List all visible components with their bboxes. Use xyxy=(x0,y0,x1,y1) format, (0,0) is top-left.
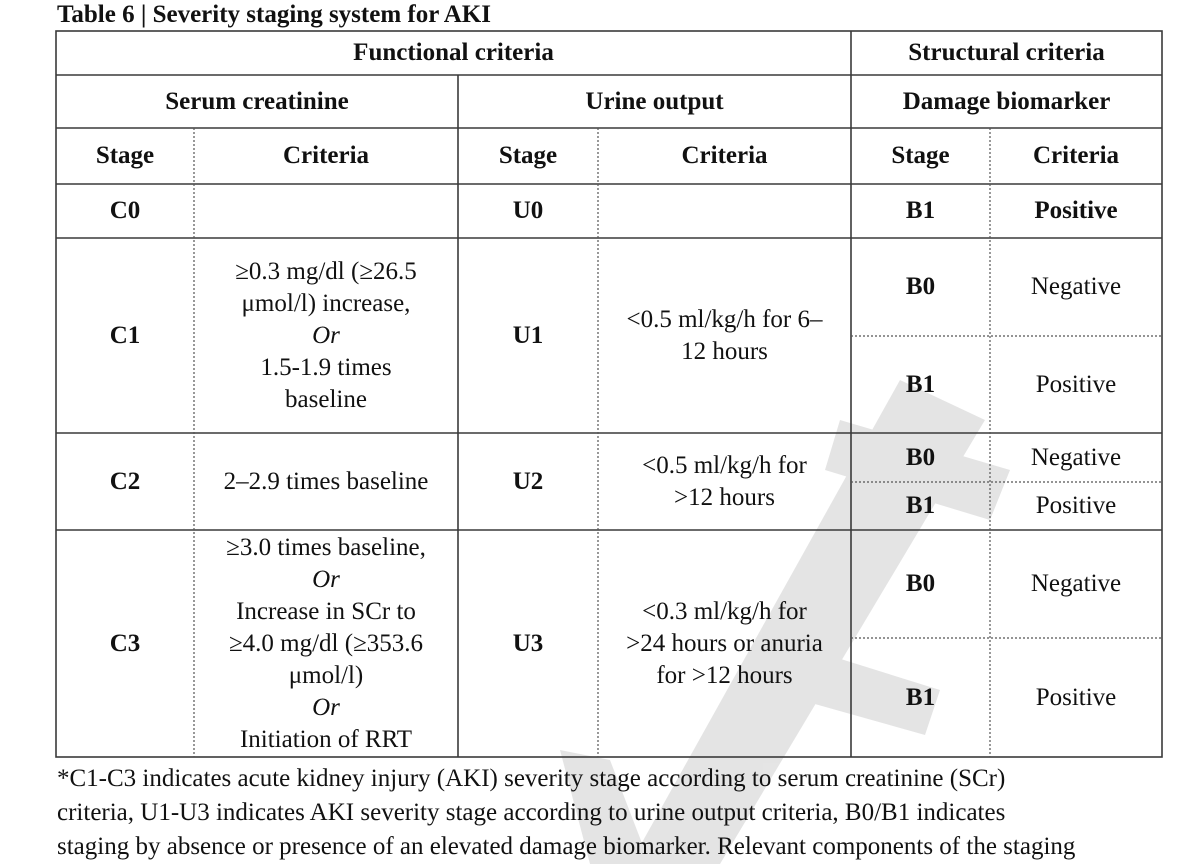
footnote-line: *C1-C3 indicates acute kidney injury (AKI) severity stage according to serum creatinine (SCr) xyxy=(57,765,1006,792)
criteria-line: Initiation of RRT xyxy=(239,725,413,753)
row-c2-uo-criteria xyxy=(598,433,851,530)
criteria-or: Or xyxy=(312,321,340,349)
row-c2-uo-stage: U2 xyxy=(512,467,544,495)
row-c0-scr-criteria xyxy=(194,184,458,238)
criteria-line: 12 hours xyxy=(681,337,768,365)
col-header-bio-criteria: Criteria xyxy=(1032,142,1120,169)
criteria-or: Or xyxy=(312,565,340,593)
col-header-bio-stage: Stage xyxy=(891,142,950,169)
table-caption: Table 6 | Severity staging system for AKI xyxy=(57,1,491,28)
criteria-line: >12 hours xyxy=(674,483,775,511)
criteria-or: Or xyxy=(312,693,340,721)
header-functional-criteria: Functional criteria xyxy=(353,39,554,66)
row-c1-bio-stage-b1: B1 xyxy=(905,370,936,398)
table-footnote xyxy=(57,762,1200,864)
col-header-scr-stage: Stage xyxy=(95,142,155,169)
header-urine-output: Urine output xyxy=(585,87,724,115)
criteria-line: μmol/l) increase, xyxy=(241,289,411,317)
col-header-scr-criteria: Criteria xyxy=(282,142,370,169)
criteria-line: >24 hours or anuria xyxy=(626,629,823,657)
row-c2-bio-stage-b0: B0 xyxy=(905,443,936,471)
row-c0-uo-criteria xyxy=(598,184,851,238)
row-c0-bio-stage: B1 xyxy=(905,197,936,224)
row-c2-scr-stage: C2 xyxy=(109,467,141,495)
row-c1-uo-criteria xyxy=(598,238,851,433)
row-c0-bio-criteria: Positive xyxy=(1034,197,1118,224)
row-c1-bio-stage-b0: B0 xyxy=(905,273,936,300)
row-c3-uo-criteria xyxy=(598,530,851,757)
criteria-line: <0.5 ml/kg/h for xyxy=(642,451,807,479)
criteria-line: ≥3.0 times baseline, xyxy=(226,533,426,561)
footnote-line: criteria, U1-U3 indicates AKI severity stage according to urine output criteria, B0/B1 indicates xyxy=(57,799,1006,826)
col-header-uo-criteria: Criteria xyxy=(681,142,768,169)
criteria-line: ≥0.3 mg/dl (≥26.5 xyxy=(235,257,417,285)
row-c2-bio-criteria-b0: Negative xyxy=(1030,443,1122,471)
criteria-line: <0.5 ml/kg/h for 6– xyxy=(626,305,823,333)
footnote-line: staging by absence or presence of an elevated damage biomarker. Relevant components of the staging xyxy=(57,833,1076,860)
row-c3-scr-stage: C3 xyxy=(109,629,141,657)
col-header-uo-stage: Stage xyxy=(498,142,558,169)
row-c3-bio-criteria-b0: Negative xyxy=(1030,570,1122,597)
row-c1-bio-criteria-b0: Negative xyxy=(1030,273,1122,300)
row-c3-scr-criteria xyxy=(194,530,458,757)
row-c1-uo-stage: U1 xyxy=(512,321,544,349)
row-c2-scr-criteria: 2–2.9 times baseline xyxy=(223,467,429,495)
criteria-line: for >12 hours xyxy=(656,661,793,689)
row-c3-bio-stage-b1: B1 xyxy=(905,683,936,711)
row-c3-uo-stage: U3 xyxy=(512,629,544,657)
row-c1-scr-criteria xyxy=(194,238,458,433)
criteria-line: μmol/l) xyxy=(288,661,364,689)
header-damage-biomarker: Damage biomarker xyxy=(902,87,1111,115)
row-c3-bio-stage-b0: B0 xyxy=(905,570,936,597)
row-c2-bio-criteria-b1: Positive xyxy=(1035,492,1117,519)
row-c2-bio-stage-b1: B1 xyxy=(905,492,936,519)
criteria-line: 1.5-1.9 times xyxy=(260,353,392,381)
criteria-line: Increase in SCr to xyxy=(236,597,416,625)
header-serum-creatinine: Serum creatinine xyxy=(165,87,349,115)
criteria-line: ≥4.0 mg/dl (≥353.6 xyxy=(228,629,424,657)
row-c0-uo-stage: U0 xyxy=(512,197,544,224)
header-structural-criteria: Structural criteria xyxy=(908,39,1105,66)
row-c3-bio-criteria-b1: Positive xyxy=(1035,683,1117,711)
criteria-line: <0.3 ml/kg/h for xyxy=(642,597,807,625)
criteria-line: baseline xyxy=(285,385,367,413)
row-c1-bio-criteria-b1: Positive xyxy=(1035,370,1117,398)
row-c1-scr-stage: C1 xyxy=(109,321,141,349)
row-c0-scr-stage: C0 xyxy=(109,197,141,224)
